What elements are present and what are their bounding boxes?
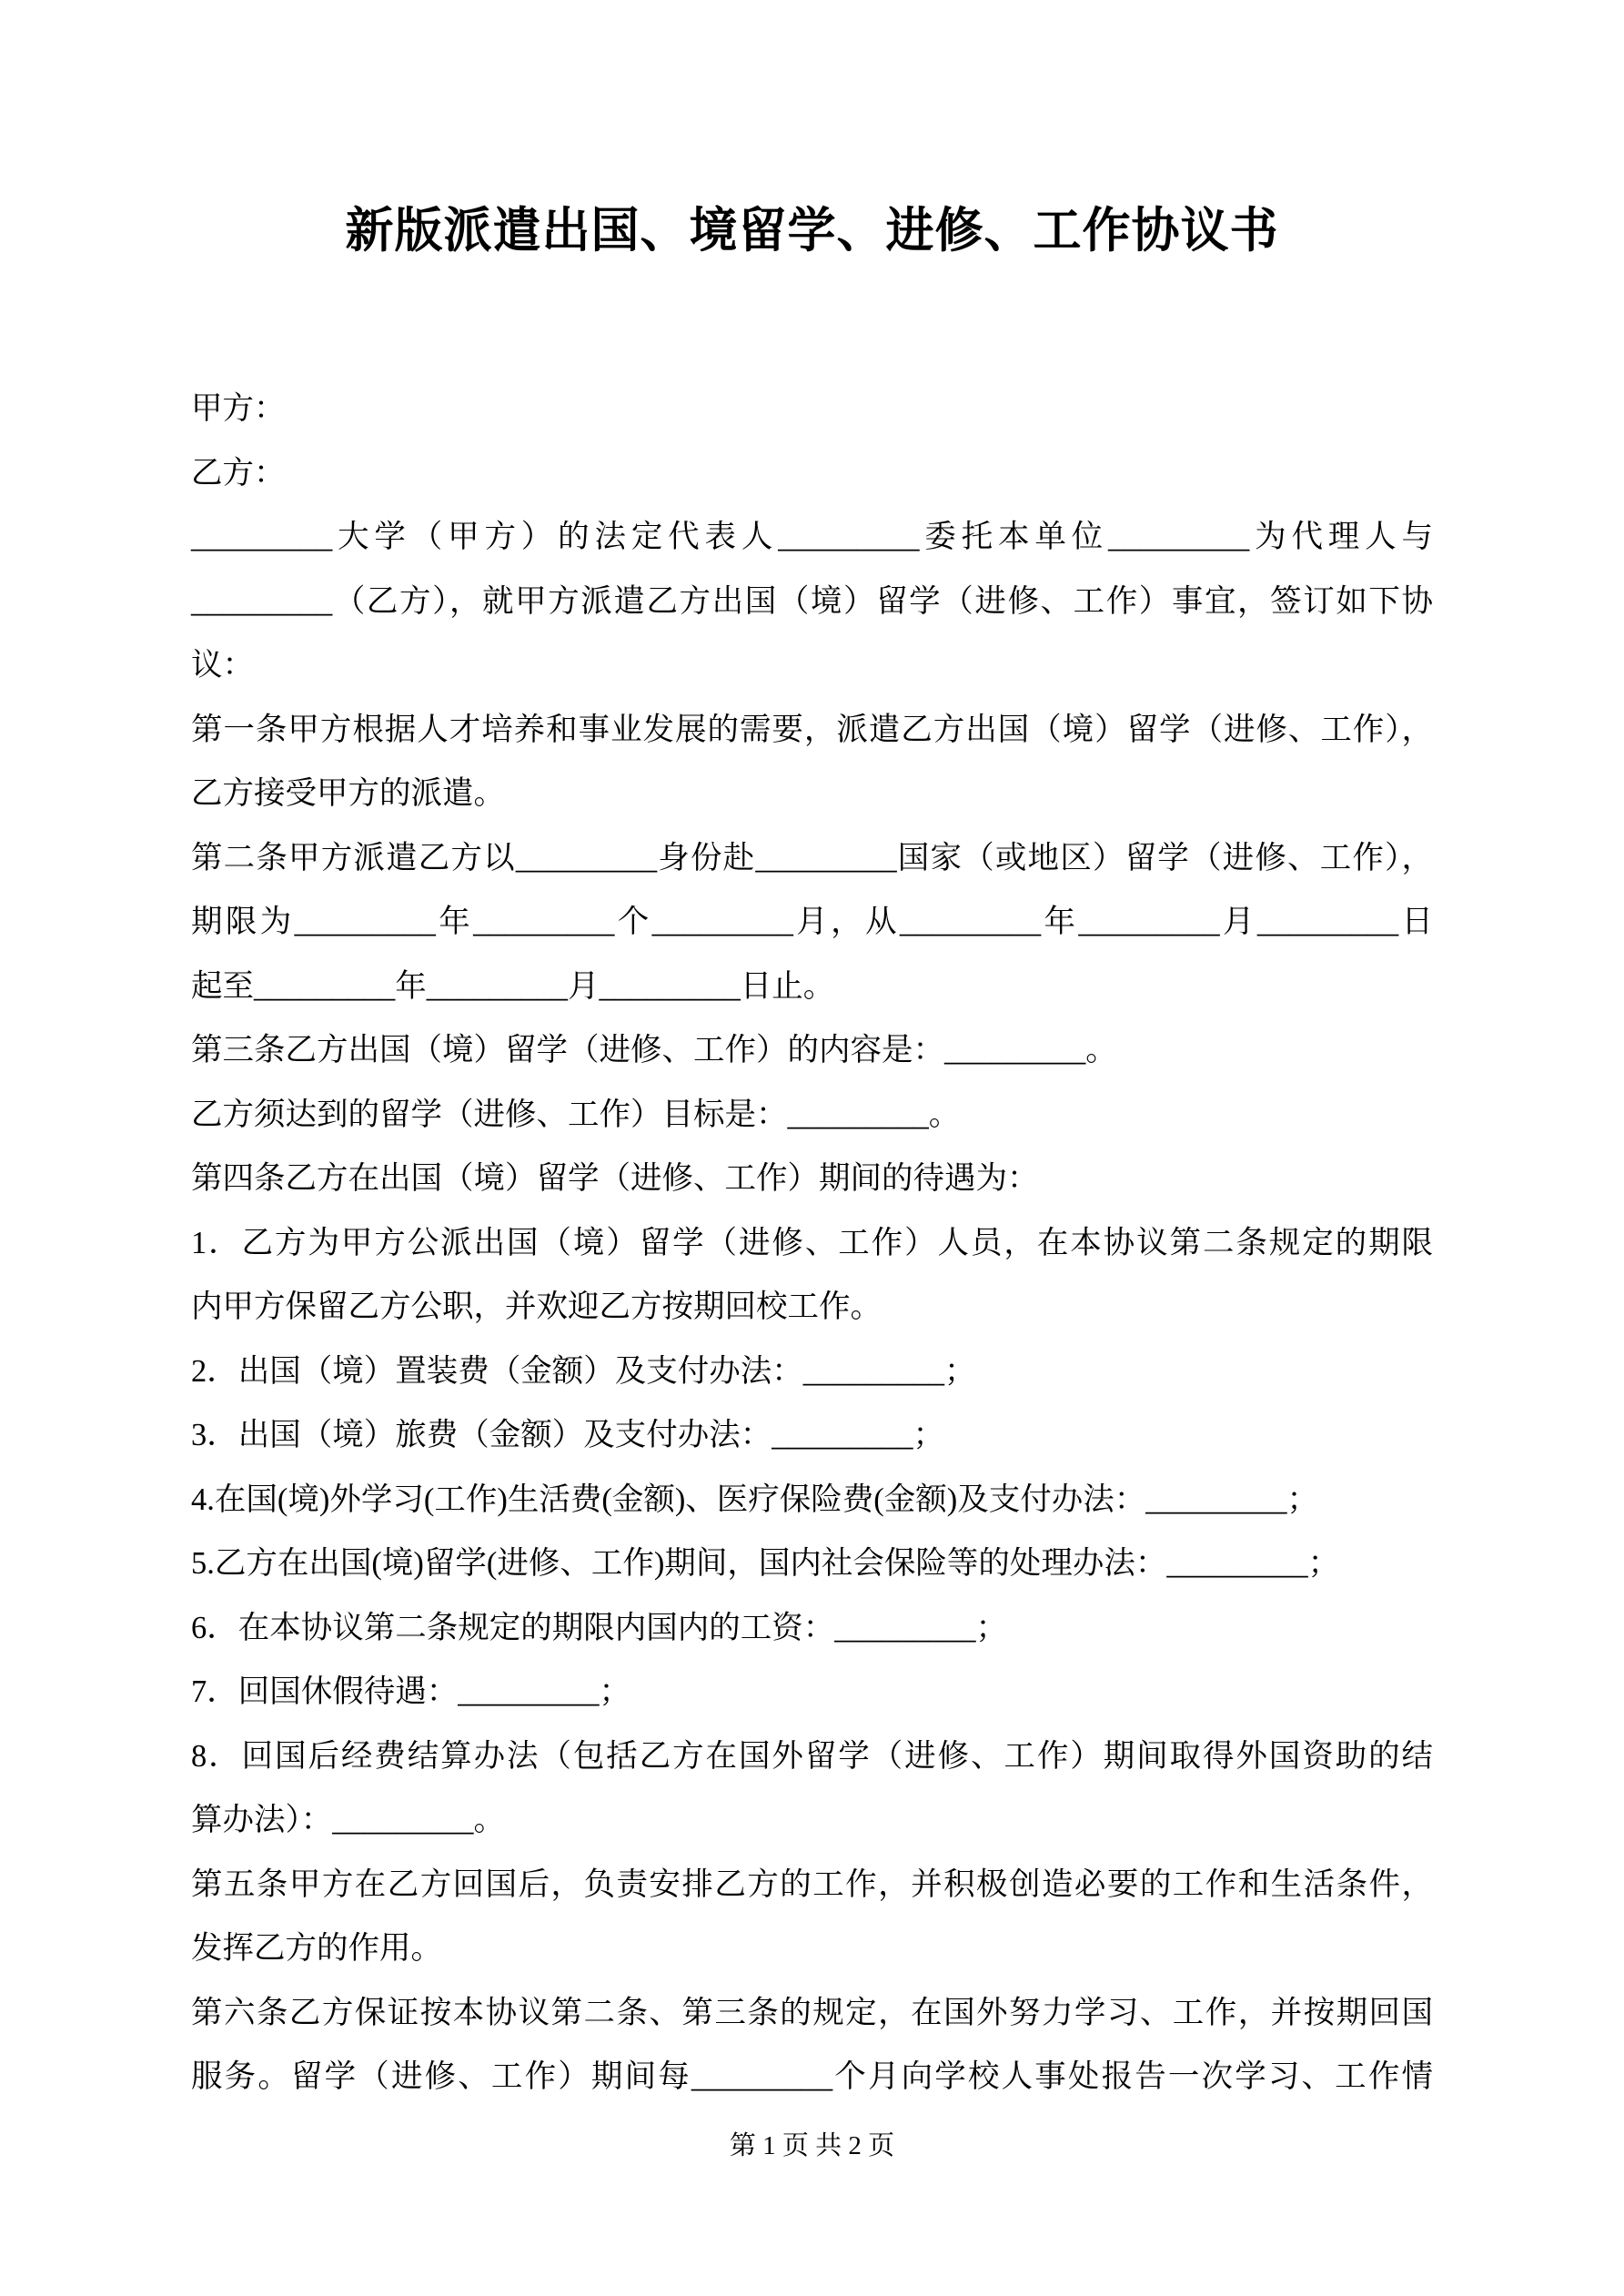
document-line: 服务。留学（进修、工作）期间每_________个月向学校人事处报告一次学习、工作情 — [191, 2059, 1433, 2094]
document-line: 期限为_________年_________个_________月，从_________年_________月_________日 — [191, 905, 1433, 939]
document-line: 第四条乙方在出国（境）留学（进修、工作）期间的待遇为： — [191, 1161, 1039, 1196]
document-line: 起至_________年_________月_________日止。 — [191, 968, 835, 1004]
document-line: 7．回国休假待遇：_________； — [191, 1674, 630, 1709]
document-line: 甲方： — [191, 391, 286, 426]
document-line: _________大学（甲方）的法定代表人_________委托本单位_________为代理人与 — [191, 520, 1433, 554]
document-line: 第二条甲方派遣乙方以_________身份赴_________国家（或地区）留学（进修、工作）， — [191, 840, 1433, 875]
document-line: 2．出国（境）置装费（金额）及支付办法：_________； — [191, 1353, 976, 1389]
page-number-footer: 第 1 页 共 2 页 — [729, 2131, 895, 2160]
document-line: 第三条乙方出国（境）留学（进修、工作）的内容是：_________。 — [191, 1033, 1117, 1067]
document-line: 内甲方保留乙方公职，并欢迎乙方按期回校工作。 — [191, 1290, 882, 1324]
document-line: 4.在国(境)外学习(工作)生活费(金额)、医疗保险费(金额)及支付办法：_________； — [191, 1482, 1319, 1517]
document-line: 第五条甲方在乙方回国后，负责安排乙方的工作，并积极创造必要的工作和生活条件， — [191, 1866, 1433, 1902]
document-line: 6．在本协议第二条规定的期限内国内的工资：_________； — [191, 1610, 1007, 1645]
document-line: 乙方须达到的留学（进修、工作）目标是：_________。 — [191, 1097, 961, 1132]
document-title: 新版派遣出国、境留学、进修、工作协议书 — [345, 205, 1279, 258]
document-line: _________（乙方），就甲方派遣乙方出国（境）留学（进修、工作）事宜，签订如下协 — [191, 583, 1433, 619]
document-line: 3．出国（境）旅费（金额）及支付办法：_________； — [191, 1418, 944, 1452]
document-line: 1．乙方为甲方公派出国（境）留学（进修、工作）人员，在本协议第二条规定的期限 — [191, 1225, 1433, 1260]
document-line: 发挥乙方的作用。 — [191, 1931, 442, 1966]
document-line: 乙方： — [191, 455, 286, 491]
document-line: 第六条乙方保证按本协议第二条、第三条的规定，在国外努力学习、工作，并按期回国 — [191, 1995, 1433, 2030]
document-line: 8．回国后经费结算办法（包括乙方在国外留学（进修、工作）期间取得外国资助的结 — [191, 1738, 1433, 1774]
document-line: 算办法）：_________。 — [191, 1803, 505, 1837]
document-body — [191, 377, 1433, 2109]
document-line: 5.乙方在出国(境)留学(进修、工作)期间，国内社会保险等的处理办法：_________； — [191, 1546, 1340, 1581]
document-line: 议： — [191, 648, 254, 683]
document-line: 乙方接受甲方的派遣。 — [191, 776, 505, 811]
document-line: 第一条甲方根据人才培养和事业发展的需要，派遣乙方出国（境）留学（进修、工作）， — [191, 712, 1433, 747]
